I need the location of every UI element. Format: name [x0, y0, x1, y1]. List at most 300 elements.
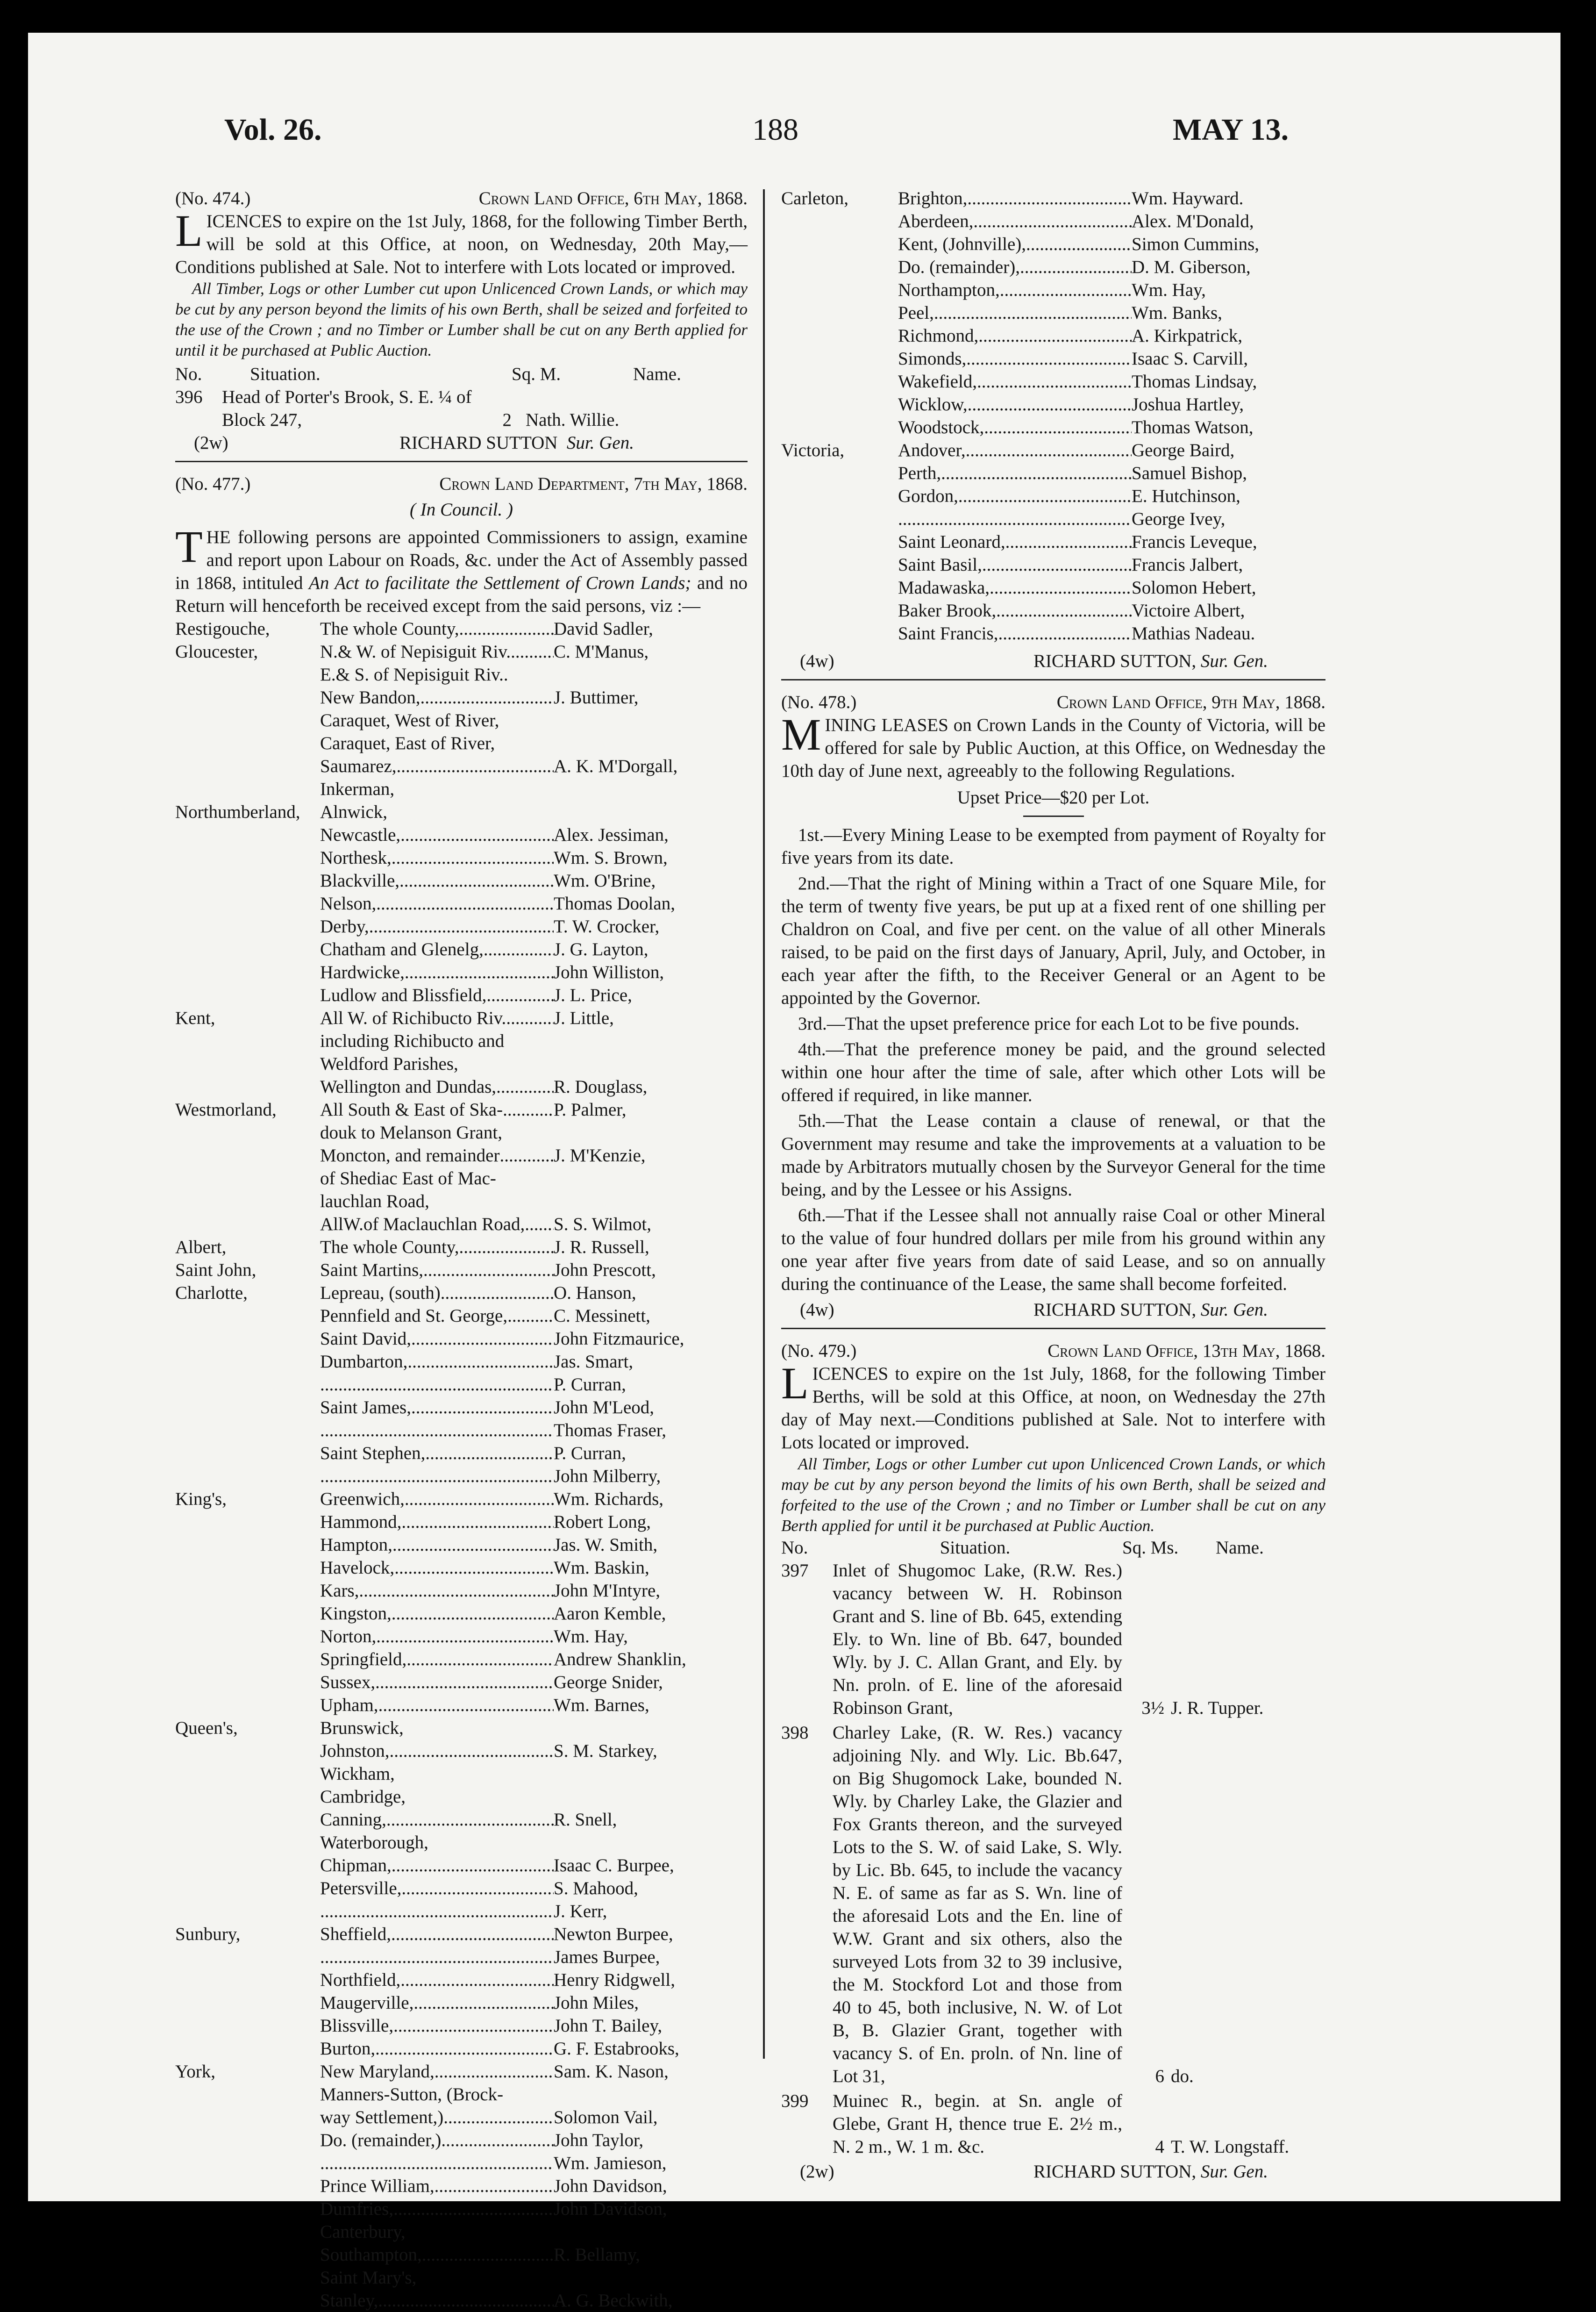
commissioner-name: J. Buttimer, — [554, 687, 639, 708]
county — [175, 1556, 320, 1579]
signatory-title: Sur. Gen. — [1200, 651, 1268, 671]
county — [175, 1946, 320, 1968]
commissioner-row — [175, 1900, 748, 1923]
district-cell — [320, 1121, 554, 1144]
berth-name: J. R. Tupper. — [1171, 1698, 1264, 1718]
commissioner-row — [175, 1190, 748, 1213]
commissioner-row — [175, 1808, 748, 1831]
district: Waterborough, — [320, 1832, 428, 1853]
berth-situation: Head of Porter's Brook, S. E. ¼ of — [222, 387, 472, 407]
commissioner-row — [175, 1510, 748, 1533]
district: Do. (remainder,) — [320, 2130, 442, 2150]
berth-name: Nath. Willie. — [526, 410, 620, 430]
commissioner-name: A. K. M'Dorgall, — [554, 756, 678, 776]
district: Caraquet, East of River, — [320, 733, 495, 753]
district-cell — [320, 1281, 554, 1304]
district-cell — [320, 1030, 554, 1052]
commissioner-row — [175, 617, 748, 640]
district: Brunswick, — [320, 1718, 404, 1738]
commissioner-name: J. G. Layton, — [554, 939, 648, 959]
county — [175, 1785, 320, 1808]
notice-478-heading — [781, 691, 1325, 714]
leader-dots — [320, 1465, 554, 1488]
commissioner-name: Mathias Nadeau. — [1132, 623, 1255, 644]
notice-office: Crown Land Office, 9th May, 1868. — [1056, 692, 1325, 712]
county: Kent, — [175, 1008, 215, 1028]
signatory-title: Sur. Gen. — [566, 433, 634, 453]
district-cell — [320, 1739, 554, 1762]
commissioner-name: Thomas Lindsay, — [1132, 372, 1257, 392]
district-cell — [898, 508, 1132, 530]
commissioner-row — [175, 755, 748, 778]
county: Victoria, — [781, 440, 845, 460]
drop-cap: M — [781, 709, 821, 759]
leader-dots — [507, 1304, 554, 1327]
district: Saint Mary's, — [320, 2268, 417, 2288]
district-cell — [320, 1442, 554, 1465]
commissioner-row — [175, 1923, 748, 1946]
commissioner-name: J. Little, — [554, 1008, 614, 1028]
newspaper-page — [28, 33, 1560, 2311]
county — [175, 1991, 320, 2014]
county — [175, 732, 320, 755]
leader-dots — [401, 1877, 554, 1900]
district-cell — [320, 1831, 554, 1854]
berth-situation-2: Block 247, — [222, 410, 302, 430]
county — [175, 1648, 320, 1671]
leader-dots — [369, 915, 554, 938]
signatory-title: Sur. Gen. — [1200, 2162, 1268, 2182]
leader-dots — [1026, 233, 1132, 256]
district-cell — [320, 1007, 554, 1030]
county — [175, 2014, 320, 2037]
commissioner-row — [175, 1556, 748, 1579]
district-cell — [320, 1785, 554, 1808]
notice-number: (No. 477.) — [175, 474, 251, 494]
commissioner-row — [175, 709, 748, 732]
commissioner-name — [554, 1167, 748, 1190]
col-situation: Situation. — [940, 1538, 1011, 1558]
regulation-item: 2nd.—That the right of Mining within a Tract of one Square Mile, for the term of twenty five years, be put up at a fixed rent of one shilling per Chaldron on Coal, and five per cent. on the value of all other Minerals raised, to be paid on the first days of January, April, July, and October, in each year after the fifth, to the Receiver General or an Agent to be appointed by the Governor. — [781, 873, 1325, 1008]
commissioner-name — [554, 1717, 748, 1739]
commissioner-row — [175, 869, 748, 892]
county — [781, 622, 898, 645]
notice-479-warning: All Timber, Logs or other Lumber cut upon Unlicenced Crown Lands, or which may be cut by any person beyond the limits of his own Berth, shall be seized and forfeited to the use of the Crown ; and no Timber or Lumber shall be cut on any Berth applied for until it be purchased at Public Auction. — [781, 1455, 1325, 1535]
leader-dots — [898, 508, 1132, 530]
district-cell — [320, 732, 554, 755]
leader-dots — [973, 210, 1132, 233]
district-cell — [898, 599, 1132, 622]
leader-dots — [391, 1923, 554, 1946]
commissioner-row — [175, 663, 748, 686]
county — [175, 1144, 320, 1167]
district-cell — [320, 2014, 554, 2037]
county: Charlotte, — [175, 1283, 248, 1303]
county — [175, 1533, 320, 1556]
county — [175, 1671, 320, 1694]
upset-price: Upset Price—$20 per Lot. — [957, 787, 1150, 808]
district-cell — [898, 301, 1132, 324]
county — [175, 1373, 320, 1396]
county — [175, 2106, 320, 2129]
berth-table-header — [781, 1536, 1325, 1559]
leader-dots — [392, 1854, 554, 1877]
leader-dots — [486, 984, 554, 1007]
district-cell — [320, 1465, 554, 1488]
district-cell — [320, 617, 554, 640]
district: Kent, (Johnville), — [898, 234, 1026, 254]
commissioner-row — [175, 1602, 748, 1625]
leader-dots — [413, 1991, 554, 2014]
district: Inkerman, — [320, 779, 395, 799]
district: Weldford Parishes, — [320, 1054, 458, 1074]
commissioner-row — [175, 961, 748, 984]
commissioner-name: Isaac C. Burpee, — [554, 1855, 674, 1875]
district-cell — [320, 869, 554, 892]
signatory: RICHARD SUTTON, — [1033, 651, 1197, 671]
divider — [781, 1328, 1325, 1329]
county — [175, 1213, 320, 1236]
notice-text: ICENCES to expire on the 1st July, 1868, for the following Timber Berths, will be sold at this Office, at noon, on Wednesday the 27th day of May next.—Conditions published at Sale. Not to interfere with Lots located or improved. — [781, 1364, 1325, 1453]
berth-situation: Charley Lake, (R. W. Res.) vacancy adjoining Nly. and Wly. Lic. Bb.647, on Big Shugomock Lake, bounded N. Wly. by Charley Lake, the Glazier and Fox Grants thereon, and the surveyed Lots to the S. W. of said Lake, S. Wly. by Lic. Bb. 645, to include the vacancy N. E. of same as far as S. Wn. line of the aforesaid Lots and the En. line of W.W. Grant and six others, also the surveyed Lots from 32 to 39 inclusive, the M. Stockford Lot and those from 40 to 45, both inclusive, N. W. of Lot B, B. Glazier Grant, together with vacancy S. of En. proln. of Nn. line of Lot 31, — [833, 1723, 1122, 2086]
district: way Settlement,) — [320, 2107, 444, 2127]
commissioner-name: Wm. Hayward. — [1132, 188, 1244, 208]
county: Gloucester, — [175, 642, 258, 662]
column-rule — [763, 189, 765, 2059]
commissioner-name: Joshua Hartley, — [1132, 394, 1244, 415]
leader-dots — [443, 2106, 554, 2129]
commissioner-name: J. Kerr, — [554, 1901, 607, 1921]
district-cell — [320, 1900, 554, 1923]
district-cell — [898, 210, 1132, 233]
leader-dots — [405, 961, 554, 984]
district: New Bandon, — [320, 687, 420, 708]
county — [175, 938, 320, 961]
district-cell — [898, 347, 1132, 370]
district-cell — [320, 1190, 554, 1213]
leader-dots — [499, 1144, 554, 1167]
commissioner-row — [175, 1304, 748, 1327]
district: Woodstock, — [898, 417, 984, 437]
notice-office: Crown Land Office, 6th May, 1868. — [478, 188, 748, 208]
commissioner-row — [781, 508, 1325, 530]
county — [175, 1396, 320, 1419]
county — [175, 2197, 320, 2220]
commissioner-name: P. Curran, — [554, 1443, 626, 1463]
commissioner-name: R. Bellamy, — [554, 2245, 640, 2265]
berth-sq: 3½ — [1141, 1698, 1164, 1718]
berth-rows — [781, 1559, 1325, 2158]
notice-474-signature — [175, 431, 748, 454]
district: Blissville, — [320, 2016, 394, 2036]
commissioner-row — [175, 1281, 748, 1304]
leader-dots — [394, 1556, 554, 1579]
regulation-item: 3rd.—That the upset preference price for each Lot to be five pounds. — [798, 1014, 1300, 1034]
district: Southampton, — [320, 2245, 422, 2265]
leader-dots — [1020, 256, 1132, 279]
district-cell — [320, 2152, 554, 2175]
commissioner-row — [175, 1694, 748, 1717]
leader-dots — [503, 1098, 554, 1121]
district: Perth, — [898, 463, 941, 483]
district-cell — [320, 1671, 554, 1694]
district-cell — [320, 1717, 554, 1739]
county — [175, 1808, 320, 1831]
leader-dots — [968, 393, 1132, 416]
commissioner-name: Alex. M'Donald, — [1132, 211, 1254, 231]
county — [175, 1625, 320, 1648]
notice-478-signature — [781, 1298, 1325, 1321]
district: Nelson, — [320, 894, 377, 914]
county — [781, 370, 898, 393]
commissioner-row — [175, 1488, 748, 1510]
leader-dots — [966, 439, 1132, 462]
commissioner-name: John M'Intyre, — [554, 1581, 661, 1601]
district: Kars, — [320, 1581, 359, 1601]
leader-dots — [998, 622, 1132, 645]
commissioner-name: Sam. K. Nason, — [554, 2061, 669, 2082]
district: Newcastle, — [320, 825, 401, 845]
commissioner-row — [175, 1144, 748, 1167]
district-cell — [320, 801, 554, 823]
leader-dots — [420, 686, 554, 709]
commissioner-row — [175, 2197, 748, 2220]
commissioner-name: A. G. Beckwith, — [554, 2291, 673, 2311]
commissioner-row — [781, 279, 1325, 301]
county — [175, 2129, 320, 2152]
county — [175, 2266, 320, 2289]
district-cell — [320, 1098, 554, 1121]
commissioner-name: Henry Ridgwell, — [554, 1970, 675, 1990]
leader-dots — [405, 1488, 554, 1510]
leader-dots — [967, 187, 1132, 210]
district: Moncton, and remainder — [320, 1145, 500, 1166]
short-rule — [1023, 816, 1084, 817]
county — [175, 1739, 320, 1762]
leader-dots — [401, 1510, 554, 1533]
commissioner-name: John Prescott, — [554, 1260, 656, 1280]
commissioner-row — [175, 1167, 748, 1190]
county — [781, 233, 898, 256]
berth-table-header — [175, 363, 748, 386]
commissioners-list — [175, 617, 748, 2312]
commissioner-name: John Williston, — [554, 962, 664, 982]
district: Gordon, — [898, 486, 958, 506]
county — [175, 1465, 320, 1488]
commissioner-name: Alex. Jessiman, — [554, 825, 669, 845]
commissioner-row — [175, 1121, 748, 1144]
district-cell — [320, 2083, 554, 2106]
district: New Maryland, — [320, 2061, 435, 2082]
commissioner-name: R. Snell, — [554, 1810, 617, 1830]
regulation-item: 6th.—That if the Lessee shall not annually raise Coal or other Mineral to the value of four hundred dollars per mile from his ground within any one year after five years from date of said Lease, and so on annually during the continuance of the Lease, the same shall become forfeited. — [781, 1205, 1325, 1294]
leader-dots — [982, 553, 1132, 576]
district-cell — [320, 663, 554, 686]
commissioner-name: Victoire Albert, — [1132, 601, 1245, 621]
district-cell — [320, 1213, 554, 1236]
notice-477-body — [175, 522, 748, 617]
leader-dots — [320, 1419, 554, 1442]
district: Dumfries, — [320, 2199, 394, 2219]
berth-sq: 4 — [1155, 2137, 1164, 2157]
district-cell — [320, 640, 554, 663]
col-name: Name. — [633, 364, 681, 384]
district: Petersville, — [320, 1878, 402, 1898]
county — [175, 2037, 320, 2060]
commissioner-row — [781, 393, 1325, 416]
col-name: Name. — [1216, 1538, 1264, 1558]
right-column — [781, 187, 1325, 2183]
county — [175, 755, 320, 778]
regulation-item: 1st.—Every Mining Lease to be exempted from payment of Royalty for five years from its date. — [781, 825, 1325, 868]
county — [175, 1510, 320, 1533]
district-cell — [320, 2243, 554, 2266]
commissioner-name: C. Messinett, — [554, 1306, 650, 1326]
commissioner-name: S. S. Wilmot, — [554, 1214, 652, 1234]
county — [781, 279, 898, 301]
district-cell — [898, 187, 1132, 210]
county — [781, 576, 898, 599]
commissioner-name — [554, 1052, 748, 1075]
berth-name: do. — [1171, 2066, 1194, 2086]
district: Peel, — [898, 303, 934, 323]
district: Madawaska, — [898, 578, 990, 598]
county: Westmorland, — [175, 1100, 277, 1120]
leader-dots — [459, 1236, 554, 1259]
district-cell — [898, 233, 1132, 256]
commissioner-row — [175, 1259, 748, 1281]
commissioner-name: J. M'Kenzie, — [554, 1145, 646, 1166]
page-number: 188 — [752, 113, 798, 147]
county — [175, 2289, 320, 2312]
drop-cap: L — [175, 206, 203, 256]
district: Saint David, — [320, 1329, 411, 1349]
leader-dots — [375, 2037, 554, 2060]
district-cell — [320, 1396, 554, 1419]
commissioner-name: Samuel Bishop, — [1132, 463, 1247, 483]
district-cell — [898, 324, 1132, 347]
commissioner-row — [781, 187, 1325, 210]
county — [175, 1052, 320, 1075]
county — [175, 709, 320, 732]
district: Do. (remainder), — [898, 257, 1020, 277]
district-cell — [898, 622, 1132, 645]
commissioner-row — [175, 1098, 748, 1121]
county — [175, 2243, 320, 2266]
divider — [175, 461, 748, 462]
commissioner-name: Thomas Doolan, — [554, 894, 675, 914]
commissioner-row — [175, 1877, 748, 1900]
berth-row — [781, 1559, 1325, 1719]
leader-dots — [515, 640, 554, 663]
commissioner-row — [175, 1533, 748, 1556]
district: Stanley, — [320, 2291, 378, 2311]
commissioner-name: S. M. Starkey, — [554, 1741, 657, 1761]
county — [781, 347, 898, 370]
commissioner-row — [175, 1419, 748, 1442]
district-cell — [320, 1854, 554, 1877]
signatory: RICHARD SUTTON — [399, 433, 558, 453]
district-cell — [898, 462, 1132, 485]
commissioner-name: Wm. Barnes, — [554, 1695, 649, 1715]
col-no: No. — [781, 1538, 808, 1558]
commissioner-name: Solomon Hebert, — [1132, 578, 1256, 598]
district-cell — [320, 1167, 554, 1190]
county — [781, 553, 898, 576]
commissioner-row — [175, 1671, 748, 1694]
commissioner-row — [175, 1739, 748, 1762]
district: Hammond, — [320, 1512, 402, 1532]
commissioner-row — [781, 439, 1325, 462]
leader-dots — [459, 617, 554, 640]
county — [175, 2152, 320, 2175]
county — [781, 485, 898, 508]
commissioner-name: P. Curran, — [554, 1374, 626, 1395]
commissioner-row — [175, 640, 748, 663]
district: Canterbury, — [320, 2222, 406, 2242]
commissioner-row — [175, 823, 748, 846]
county — [175, 663, 320, 686]
district: Pennfield and St. George, — [320, 1306, 508, 1326]
county — [781, 210, 898, 233]
district: Simonds, — [898, 349, 967, 369]
district: of Shediac East of Mac- — [320, 1168, 496, 1188]
county — [175, 1121, 320, 1144]
leader-dots — [425, 1442, 554, 1465]
berth-sq: 2 — [502, 410, 512, 430]
district: Maugerville, — [320, 1993, 414, 2013]
notice-474-heading — [175, 187, 748, 210]
district: Blackville, — [320, 871, 400, 891]
leader-dots — [320, 2152, 554, 2175]
county — [175, 1968, 320, 1991]
district: Dumbarton, — [320, 1352, 408, 1372]
district-cell — [320, 1327, 554, 1350]
county — [781, 462, 898, 485]
county — [175, 915, 320, 938]
commissioner-name: John Davidson, — [554, 2199, 667, 2219]
district-cell — [320, 1144, 554, 1167]
leader-dots — [393, 2014, 554, 2037]
commissioner-row — [175, 1946, 748, 1968]
district-cell — [320, 1625, 554, 1648]
district-cell — [320, 1877, 554, 1900]
district-cell — [320, 755, 554, 778]
district: Northfield, — [320, 1970, 401, 1990]
insertions: (2w) — [800, 2162, 834, 2182]
notice-number: (No. 478.) — [781, 692, 857, 712]
district: Johnston, — [320, 1741, 390, 1761]
commissioner-name: David Sadler, — [554, 619, 653, 639]
commissioner-name — [554, 2083, 748, 2106]
district-cell — [320, 2106, 554, 2129]
district-cell — [320, 1075, 554, 1098]
commissioner-name — [554, 2266, 748, 2289]
commissioner-name — [554, 709, 748, 732]
leader-dots — [399, 869, 554, 892]
county — [175, 846, 320, 869]
district-cell — [320, 2060, 554, 2083]
commissioner-name: John M'Leod, — [554, 1397, 655, 1417]
leader-dots — [966, 347, 1132, 370]
signatory: RICHARD SUTTON, — [1033, 2162, 1197, 2182]
district: Chipman, — [320, 1855, 392, 1875]
leader-dots — [1000, 279, 1132, 301]
district-cell — [320, 892, 554, 915]
commissioner-row — [175, 1373, 748, 1396]
district-cell — [320, 961, 554, 984]
commissioner-row — [175, 846, 748, 869]
